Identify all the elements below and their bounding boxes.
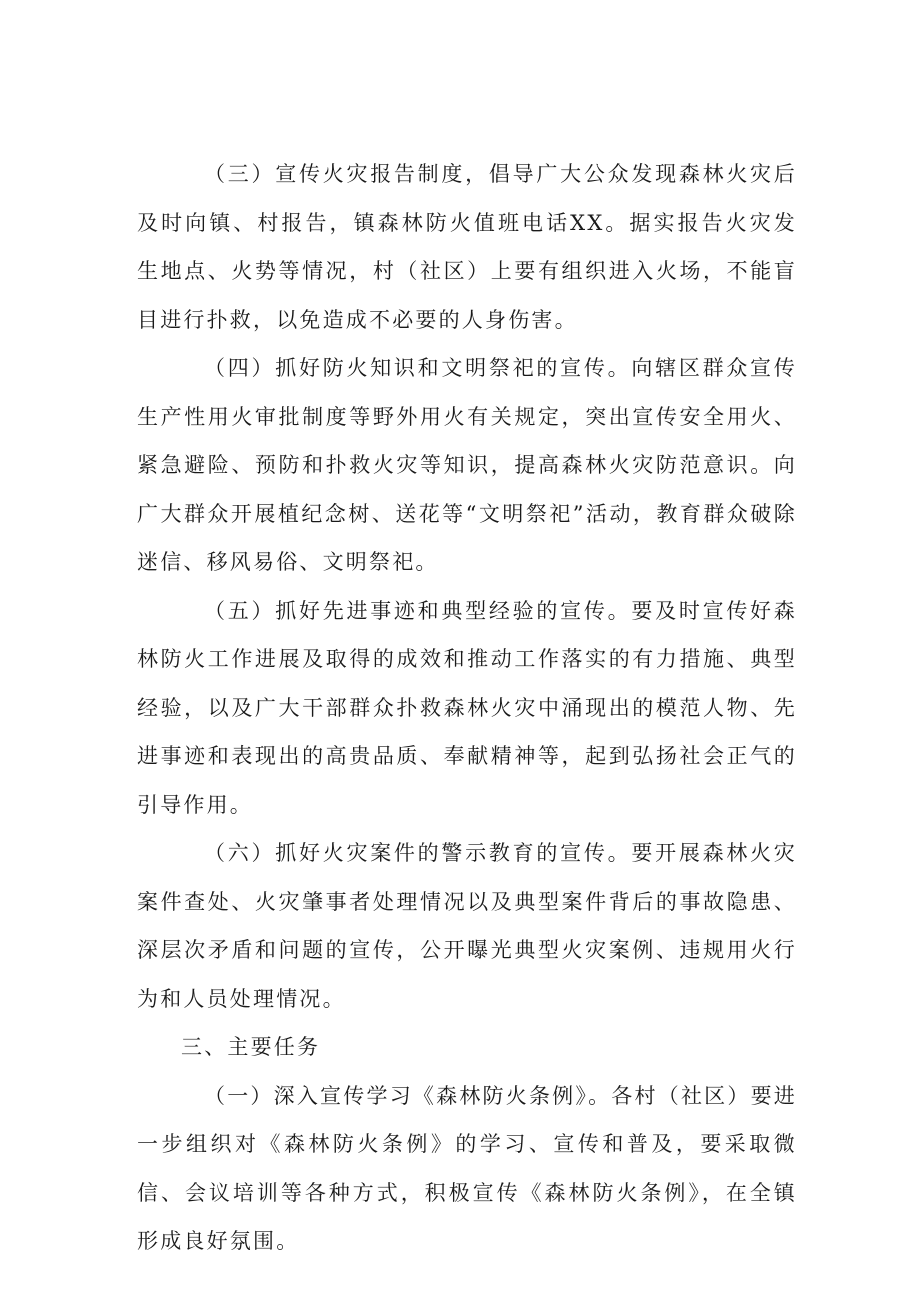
paragraph-warning-education: （六）抓好火灾案件的警示教育的宣传。要开展森林火灾案件查处、火灾肇事者处理情况以及典型案件背后的事故隐患、深层次矛盾和问题的宣传，公开曝光典型火灾案例、违规用火行为和人员处理情况。 <box>137 841 797 1011</box>
document-body <box>137 150 797 1266</box>
paragraph-forest-regulations: （一）深入宣传学习《森林防火条例》。各村（社区）要进一步组织对《森林防火条例》的学习、宣传和普及，要采取微信、会议培训等各种方式，积极宣传《森林防火条例》，在全镇形成良好氛围。 <box>137 1083 797 1253</box>
section-heading-main-tasks: 三、主要任务 <box>181 1035 321 1059</box>
paragraph-fire-knowledge: （四）抓好防火知识和文明祭祀的宣传。向辖区群众宣传生产性用火审批制度等野外用火有关规定，突出宣传安全用火、紧急避险、预防和扑救火灾等知识，提高森林火灾防范意识。向广大群众开展植纪念树、送花等“文明祭祀”活动，教育群众破除迷信、移风易俗、文明祭祀。 <box>137 356 797 574</box>
paragraph-advanced-deeds: （五）抓好先进事迹和典型经验的宣传。要及时宣传好森林防火工作进展及取得的成效和推动工作落实的有力措施、典型经验，以及广大干部群众扑救森林火灾中涌现出的模范人物、先进事迹和表现出的高贵品质、奉献精神等，起到弘扬社会正气的引导作用。 <box>137 598 797 817</box>
paragraph-fire-reporting: （三）宣传火灾报告制度，倡导广大公众发现森林火灾后及时向镇、村报告，镇森林防火值班电话XX。据实报告火灾发生地点、火势等情况，村（社区）上要有组织进入火场，不能盲目进行扑救，以免造成不必要的人身伤害。 <box>137 162 797 332</box>
